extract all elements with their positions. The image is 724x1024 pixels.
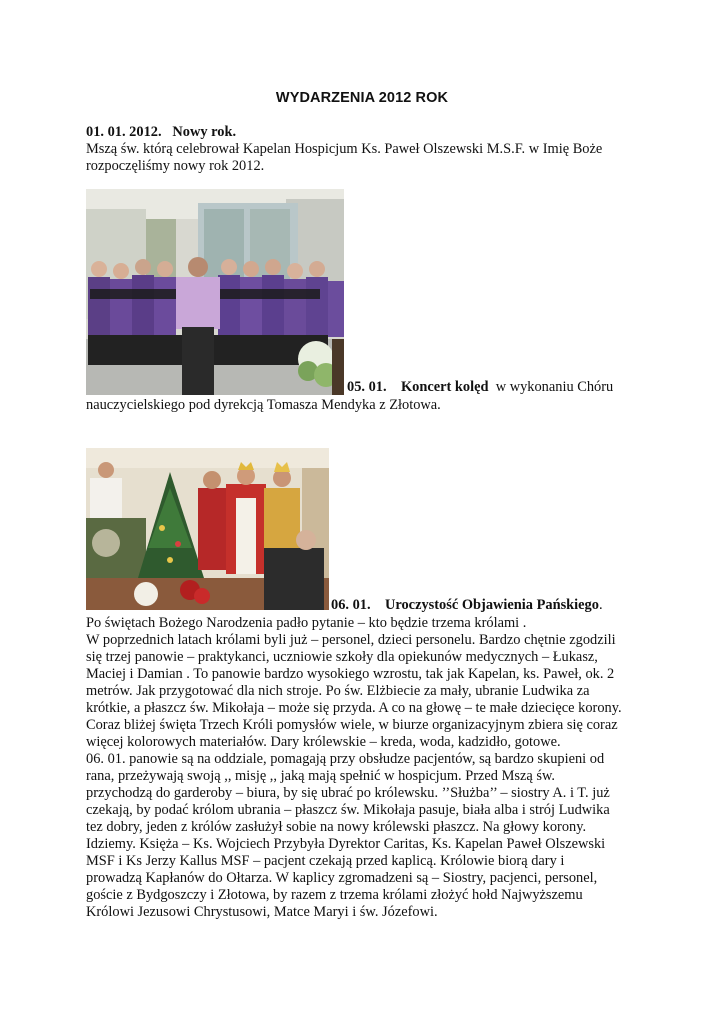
entry3-line: Maciej i Damian . To panowie bardzo wysokiego wzrostu, tak jak Kapelan, ks. Paweł, ok. 2 [86, 666, 615, 682]
entry3-line: 06. 01. panowie są na oddziale, pomagają przy obsłudze pacjentów, są bardzo skupieni od [86, 751, 605, 767]
entry1-line-1: Mszą św. którą celebrował Kapelan Hospicjum Ks. Paweł Olszewski M.S.F. w Imię Boże [86, 141, 603, 157]
entry3-header [331, 597, 603, 614]
entry3-line: krótkie, a płaszcz św. Mikołaja – może się przyda. A co na głowę – te małe dziecięce korony. [86, 700, 622, 716]
entry2-heading: Koncert kolęd [400, 379, 489, 395]
entry3-line: goście z Bydgoszczy i Złotowa, by razem z trzema królami złożyć hołd Najwyższemu [86, 887, 583, 903]
entry3-line: przychodzą do garderoby – biura, by się ubrać po królewsku. ’’Służba’’ – siostry A. i T. już [86, 785, 610, 801]
entry1-header [86, 124, 236, 141]
entry3-line: Królowi Jezusowi Chrystusowi, Matce Maryi i św. Józefowi. [86, 904, 438, 920]
page-title: WYDARZENIA 2012 ROK [275, 90, 449, 106]
entry3-line: MSF i Ks Jerzy Kallus MSF – pacjent czekają przed kaplicą. Królowie biorą dary i [86, 853, 565, 869]
entry3-line: rana, przeżywają swoją ,, misję ,, jaką mają spełnić w hospicjum. Przed Mszą św. [86, 768, 556, 784]
entry3-line: metrów. Jak przygotować dla nich stroje. Po św. Elżbiecie za mały, ubranie Ludwika za [86, 683, 590, 699]
entry3-line: W poprzednich latach królami byli już – personel, dzieci personelu. Bardzo chętnie zgodzili [86, 632, 616, 648]
entry1-heading: Nowy rok. [172, 124, 237, 140]
entry3-line: Po świętach Bożego Narodzenia padło pytanie – kto będzie trzema królami . [86, 615, 527, 631]
choir-photo [86, 189, 344, 395]
entry3-line: tez dobry, jeden z królów zasłużył sobie na nowy królewski płaszcz. Na głowy korony. [86, 819, 587, 835]
entry3-line: czekają, by podać królom ubrania – płaszcz św. Mikołaja pasuje, biała alba i strój Ludwika [86, 802, 610, 818]
entry3-heading-end: . [598, 597, 603, 613]
entry3-line: Idziemy. Księża – Ks. Wojciech Przybyła Dyrektor Caritas, Ks. Kapelan Paweł Olszewski [86, 836, 606, 852]
entry3-line: prowadzą Kapłanów do Ołtarza. W kaplicy zgromadzeni są – Siostry, pacjenci, personel, [86, 870, 598, 886]
entry3-date: 06. 01. [331, 597, 371, 613]
entry3-line: się trzej panowie – praktykanci, uczniowie szkoły dla opiekunów medycznych – Łukasz, [86, 649, 598, 665]
entry2-rest: w wykonaniu Chóru [495, 379, 614, 395]
entry3-heading: Uroczystość Objawienia Pańskiego [384, 597, 599, 613]
entry1-line-2: rozpoczęliśmy nowy rok 2012. [86, 158, 265, 174]
entry2-line-2: nauczycielskiego pod dyrekcją Tomasza Mendyka z Złotowa. [86, 397, 441, 413]
entry1-date: 01. 01. 2012. [86, 124, 162, 140]
three-kings-photo [86, 448, 329, 610]
entry3-line: Coraz bliżej święta Trzech Króli pomysłów wiele, w biurze organizacyjnym zbiera się coraz [86, 717, 618, 733]
entry2-header [347, 379, 613, 396]
entry3-line: więcej kolorowych materiałów. Dary królewskie – kreda, woda, kadzidło, gotowe. [86, 734, 561, 750]
entry2-date: 05. 01. [347, 379, 387, 395]
